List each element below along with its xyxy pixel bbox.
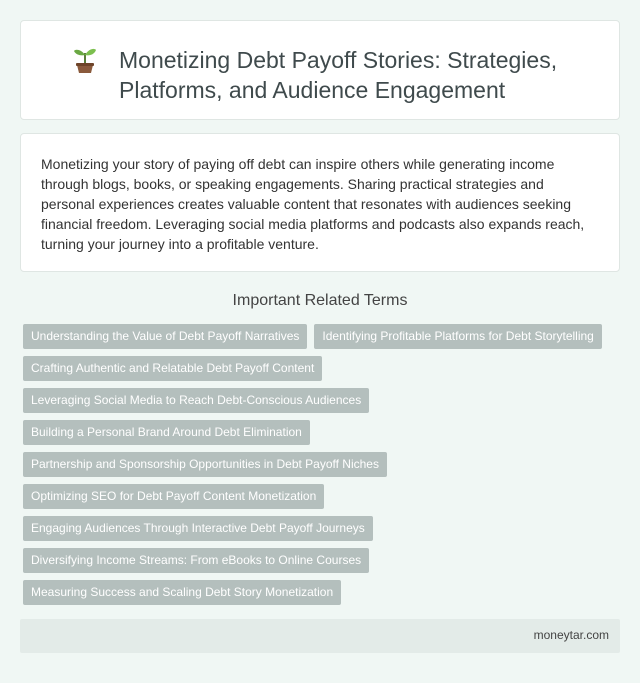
term-tag[interactable]: Measuring Success and Scaling Debt Story Monetization xyxy=(23,580,341,605)
term-tag[interactable]: Identifying Profitable Platforms for Debt Storytelling xyxy=(314,324,601,349)
term-row xyxy=(23,516,623,541)
related-terms-list xyxy=(23,324,623,612)
header-card xyxy=(20,20,620,120)
footer-site-link[interactable]: moneytar.com xyxy=(533,628,609,642)
term-tag[interactable]: Diversifying Income Streams: From eBooks to Online Courses xyxy=(23,548,369,573)
page-title: Monetizing Debt Payoff Stories: Strategies, Platforms, and Audience Engagement xyxy=(119,47,558,103)
term-row xyxy=(23,356,623,381)
term-row xyxy=(23,484,623,509)
term-tag[interactable]: Building a Personal Brand Around Debt Elimination xyxy=(23,420,310,445)
related-terms-heading: Important Related Terms xyxy=(232,292,408,309)
seedling-icon xyxy=(71,45,99,75)
term-tag[interactable]: Understanding the Value of Debt Payoff Narratives xyxy=(23,324,307,349)
term-row xyxy=(23,324,623,349)
term-tag[interactable]: Engaging Audiences Through Interactive Debt Payoff Journeys xyxy=(23,516,373,541)
term-row xyxy=(23,388,623,413)
term-tag[interactable]: Leveraging Social Media to Reach Debt-Conscious Audiences xyxy=(23,388,369,413)
term-tag[interactable]: Crafting Authentic and Relatable Debt Payoff Content xyxy=(23,356,322,381)
term-tag[interactable]: Partnership and Sponsorship Opportunities in Debt Payoff Niches xyxy=(23,452,387,477)
summary-text: Monetizing your story of paying off debt can inspire others while generating income through blogs, books, or speaking engagements. Sharing practical strategies and personal experiences creates valuable content that resonates with audiences seeking financial freedom. Leveraging social media platforms and podcasts also expands reach, turning your journey into a profitable venture. xyxy=(41,156,585,252)
term-row xyxy=(23,420,623,445)
footer xyxy=(20,619,620,653)
term-tag[interactable]: Optimizing SEO for Debt Payoff Content Monetization xyxy=(23,484,324,509)
summary-card xyxy=(20,133,620,272)
term-row xyxy=(23,452,623,477)
term-row xyxy=(23,580,623,605)
term-row xyxy=(23,548,623,573)
